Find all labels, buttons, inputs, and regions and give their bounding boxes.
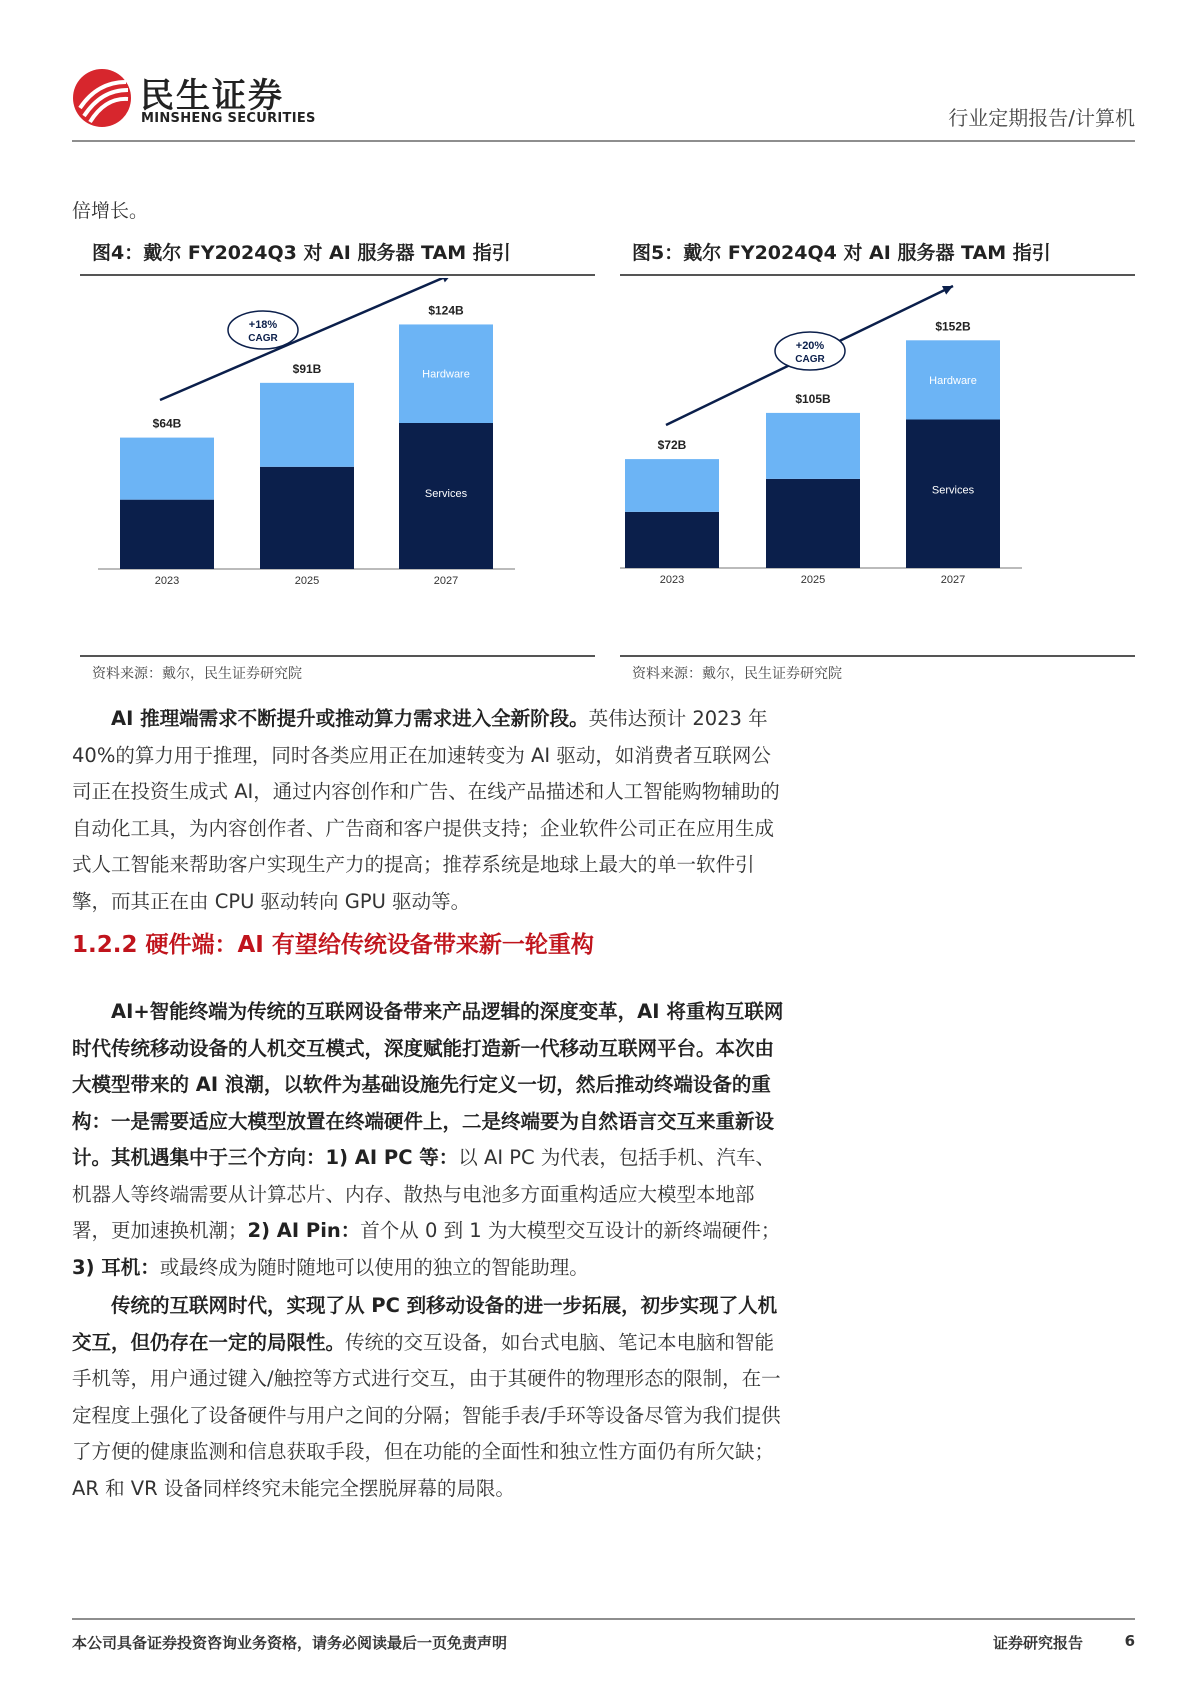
bar-services-2023 [625,512,719,568]
figure-4 [80,238,595,685]
figure-title: 图5：戴尔 FY2024Q4 对 AI 服务器 TAM 指引 [632,242,1051,264]
chart-fy2024q4-tam [620,278,1135,653]
bar-services-2025 [766,479,860,568]
page-number: 6 [1124,1632,1135,1650]
bar-hardware-2023 [120,438,214,500]
paragraph-body: 以 AI PC 为代表，包括手机、汽车、机器人等终端需要从计算芯片、内存、散热与电池多方面重构适应大模型本地部署，更加速换机潮； [72,1146,775,1242]
total-label-2023: $64B [152,416,182,431]
x-tick-label: 2023 [659,574,685,586]
figure-source: 资料来源：戴尔，民生证券研究院 [632,666,842,682]
bar-hardware-2025 [260,383,354,467]
cagr-text: CAGR [795,354,825,365]
figure-source: 资料来源：戴尔，民生证券研究院 [92,666,302,682]
figure-title: 图4：戴尔 FY2024Q3 对 AI 服务器 TAM 指引 [92,242,511,264]
bar-services-2023 [120,500,214,569]
bar-hardware-2025 [766,413,860,479]
series-label-services: Services [931,484,975,497]
footer-disclaimer: 本公司具备证券投资咨询业务资格，请务必阅读最后一页免责声明 [72,1634,508,1652]
cagr-value: +18% [248,319,278,331]
x-tick-label: 2027 [940,574,966,586]
figure-top-rule [620,274,1135,276]
paragraph-body: 英伟达预计 2023 年40%的算力用于推理，同时各类应用正在加速转变为 AI 驱动，如消费者互联网公司正在投资生成式 AI，通过内容创作和广告、在线产品描述和人工智能购物辅助的自动化工具，为内容创作者、广告商和客户提供支持；企业软件公司正在应用生成式人工智能来帮助客户实现生产力的提高；推荐系统是地球上最大的单一软件引擎，而其正在由 CPU 驱动转向 GPU 驱动等。 [72,707,780,913]
page-footer [72,1618,1135,1652]
x-tick-label: 2025 [294,575,320,587]
paragraph-body: 或最终成为随时随地可以使用的独立的智能助理。 [159,1255,589,1279]
series-label-hardware: Hardware [929,374,977,387]
section-title: 1.2.2 硬件端：AI 有望给传统设备带来新一轮重构 [72,932,594,958]
cagr-value: +20% [795,340,825,352]
series-label-hardware: Hardware [422,368,470,381]
total-label-2027: $152B [935,319,971,334]
x-tick-label: 2023 [154,575,180,587]
brand-name-en: MINSHENG SECURITIES [141,111,316,126]
x-tick-label: 2025 [800,574,826,586]
chart-fy2024q3-tam [80,278,595,653]
total-label-2025: $105B [795,391,831,406]
bar-services-2025 [260,467,354,569]
paragraph-body: 首个从 0 到 1 为大模型交互设计的新终端硬件； [360,1219,781,1242]
report-type: 行业定期报告/计算机 [948,106,1135,130]
page-header [72,62,1135,142]
x-tick-label: 2027 [433,575,459,587]
paragraph-interaction [72,1288,787,1507]
figure-top-rule [80,274,595,276]
figure-bottom-rule [80,655,595,657]
total-label-2025: $91B [292,361,322,376]
figure-5 [620,238,1135,685]
paragraph-lead: 传统的互联网时代，实现了从 PC 到移动设备的进一步拓展，初步实现了人机交互，但仍存在一定的局限性。 [72,1294,778,1354]
paragraph-lead: AI 推理端需求不断提升或推动算力需求进入全新阶段。 [111,707,589,730]
bar-hardware-2023 [625,459,719,512]
paragraph-hardware [72,994,787,1286]
series-label-services: Services [424,488,468,500]
paragraph-lead: 3) 耳机： [72,1255,160,1279]
minsheng-logo-icon [72,68,132,128]
footer-report-label: 证券研究报告 [992,1634,1083,1652]
paragraph-lead: AI+智能终端为传统的互联网设备带来产品逻辑的深度变革，AI 将重构互联网时代传统移动设备的人机交互模式，深度赋能打造新一代移动互联网平台。本次由大模型带来的 AI 浪潮，以软件为基础设施先行定义一切，然后推动终端设备的重构：一是需要适应大模型放置在终端硬件上，二是终端要为自然语言交互来重新设计。其机遇集中于三个方向：1) AI PC 等： [72,1000,784,1169]
paragraph-lead: 2) AI Pin： [247,1219,361,1242]
cagr-text: CAGR [248,333,278,344]
paragraph-inference [72,701,787,920]
brand-name-cn: 民生证券 [140,76,284,116]
total-label-2023: $72B [657,438,687,453]
intro-text: 倍增长。 [72,200,149,222]
total-label-2027: $124B [428,303,464,318]
figure-bottom-rule [620,655,1135,657]
paragraph-body: 传统的交互设备，如台式电脑、笔记本电脑和智能手机等，用户通过键入/触控等方式进行交互，由于其硬件的物理形态的限制，在一定程度上强化了设备硬件与用户之间的分隔；智能手表/手环等设备尽管为我们提供了方便的健康监测和信息获取手段，但在功能的全面性和独立性方面仍有所欠缺；AR 和 VR 设备同样终究未能完全摆脱屏幕的局限。 [72,1330,781,1500]
